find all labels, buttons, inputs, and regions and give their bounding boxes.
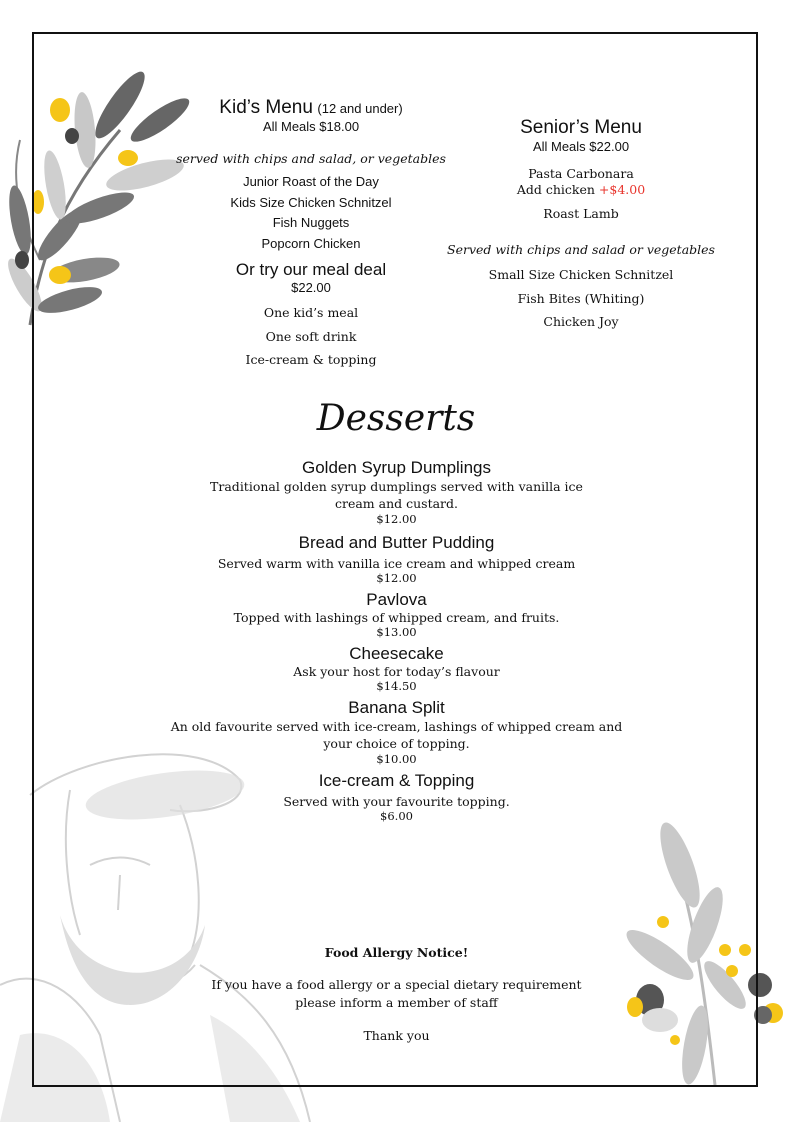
dessert-description: Ask your host for today’s flavour xyxy=(293,664,500,679)
dessert-description: Served warm with vanilla ice cream and whipped cream xyxy=(217,556,576,571)
seniors-menu-section xyxy=(440,117,722,334)
kids-menu-heading: Kid’s Menu xyxy=(219,97,313,118)
kids-menu-section xyxy=(150,97,472,372)
kids-menu-age-note: (12 and under) xyxy=(317,101,403,116)
kids-menu-item: Fish Nuggets xyxy=(272,215,350,230)
meal-deal-item: Ice-cream & topping xyxy=(245,352,377,367)
seniors-addon-label: Add chicken xyxy=(516,182,595,197)
dessert-price: $10.00 xyxy=(376,752,417,766)
dessert-name: Cheesecake xyxy=(349,644,444,663)
dessert-price: $12.00 xyxy=(376,512,417,526)
dessert-price: $14.50 xyxy=(376,679,417,693)
meal-deal-title: Or try our meal deal xyxy=(235,260,387,279)
allergy-notice-title: Food Allergy Notice! xyxy=(324,945,469,960)
kids-menu-title xyxy=(150,97,472,119)
kids-menu-item: Kids Size Chicken Schnitzel xyxy=(230,194,392,210)
dessert-description: Served with your favourite topping. xyxy=(283,794,510,809)
seniors-menu-item: Small Size Chicken Schnitzel xyxy=(488,267,674,282)
dessert-name: Bread and Butter Pudding xyxy=(298,533,495,552)
kids-menu-price: All Meals $18.00 xyxy=(262,119,360,134)
seniors-menu-price: All Meals $22.00 xyxy=(532,139,630,154)
seniors-menu-item: Fish Bites (Whiting) xyxy=(517,290,645,306)
meal-deal-item: One kid’s meal xyxy=(263,305,359,320)
dessert-price: $6.00 xyxy=(380,809,413,823)
seniors-addon-price: +$4.00 xyxy=(598,182,646,197)
seniors-served-note: Served with chips and salad or vegetables xyxy=(447,242,715,257)
seniors-addon-line xyxy=(440,182,722,198)
allergy-notice-text: If you have a food allergy or a special dietary requirement xyxy=(211,977,582,992)
meal-deal-item: One soft drink xyxy=(265,328,357,344)
dessert-price: $13.00 xyxy=(376,625,417,639)
dessert-item xyxy=(160,533,633,585)
desserts-heading: Desserts xyxy=(316,398,476,439)
kids-menu-served-note: served with chips and salad, or vegetables xyxy=(176,151,446,166)
dessert-description: Topped with lashings of whipped cream, and fruits. xyxy=(233,610,560,625)
dessert-description: Traditional golden syrup dumplings served with vanilla ice cream and custard. xyxy=(210,479,583,511)
seniors-menu-heading: Senior’s Menu xyxy=(520,117,642,138)
dessert-item xyxy=(160,698,633,766)
dessert-item xyxy=(160,590,633,639)
seniors-menu-item: Chicken Joy xyxy=(543,314,619,329)
seniors-menu-item: Roast Lamb xyxy=(543,206,619,221)
desserts-list xyxy=(160,458,633,823)
dessert-name: Golden Syrup Dumplings xyxy=(302,458,491,477)
dessert-price: $12.00 xyxy=(376,571,417,585)
dessert-item xyxy=(160,644,633,693)
allergy-notice-section xyxy=(180,945,613,1043)
dessert-item xyxy=(160,458,633,526)
dessert-name: Pavlova xyxy=(366,590,427,609)
dessert-item xyxy=(160,771,633,823)
dessert-name: Ice-cream & Topping xyxy=(318,771,475,790)
allergy-thank-you: Thank you xyxy=(363,1028,430,1043)
allergy-notice-text: please inform a member of staff xyxy=(295,995,498,1010)
kids-menu-item: Popcorn Chicken xyxy=(261,235,361,251)
kids-menu-item: Junior Roast of the Day xyxy=(243,174,379,189)
meal-deal-price: $22.00 xyxy=(291,280,331,295)
dessert-description: An old favourite served with ice-cream, lashings of whipped cream and your choice of topping. xyxy=(170,719,623,751)
dessert-name: Banana Split xyxy=(348,698,445,717)
seniors-menu-item: Pasta Carbonara xyxy=(528,166,634,181)
